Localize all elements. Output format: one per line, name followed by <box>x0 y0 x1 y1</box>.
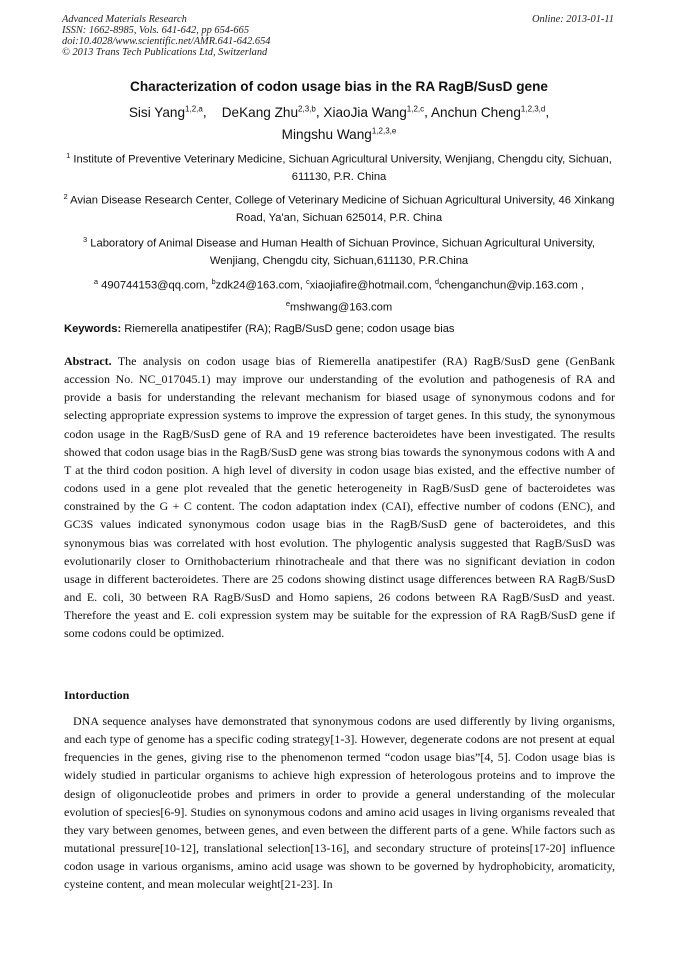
author: Mingshu Wang$^{1,2,3,e}$ <box>281 126 397 143</box>
email[interactable]: zdk24@163.com, <box>215 279 306 292</box>
author: XiaoJia Wang$^{1,2,c}$ <box>323 104 425 120</box>
paper-title: Characterization of codon usage bias in the RA RagB/SusD gene <box>130 79 548 94</box>
abstract-text: The analysis on codon usage bias of Riemerella anatipestifer (RA) RagB/SusD gene (GenBank accession No. NC_017045.1) may improve our understanding of the evolution and pathogenesis of RA and provide a basis for understanding the relevant mechanism for biased usage of synonymous codons and for selecting appropriate expression systems to improve the expression of target genes. In this study, the synonymous codon usage in the RagB/SusD gene of RA and 19 reference bacteroidetes have been investigated. The results showed that codon usage bias in the RagB/SusD gene was strong bias towards the synonymous codons with A and T at the third codon position. A high level of diversity in codon usage bias existed, and the effective number of codons used in a gene plot revealed that the genetic heterogeneity in RagB/SusD gene of bacteroidetes was constrained by the G + C content. The codon adaptation index (CAI), effective number of codons (ENC), and GC3S values indicated synonymous codon usage bias in the RagB/SusD gene of bacteroidetes, and this synonymous bias was correlated with host evolution. The phylogentic analysis suggested that RagB/SusD was evolutionarily closer to Ornithobacterium rhinotracheale and that there was no significant deviation in codon usage in different bacteroidetes. There are 25 codons showing distinct usage differences between RA RagB/SusD and E. coli, 30 between RA RagB/SusD and Homo sapiens, 26 codons between RA RagB/SusD and yeast. Therefore the yeast and E. coli expression system may be suitable for the expression of RA RagB/SusD gene if some codons could be optimized. <box>64 354 615 641</box>
email[interactable]: chenganchun@vip.163.com , <box>439 279 585 292</box>
journal-name: Advanced Materials Research <box>62 14 187 25</box>
author-list: Sisi Yang$^{1,2,a}$, DeKang Zhu$^{2,3,b}$, XiaoJia Wang$^{1,2,c}$, Anchun Cheng$^{1,2,3,d}$, Mingshu Wang$^{1,2,3,e}$ <box>128 104 550 143</box>
affiliation-1: $^1$ Institute of Preventive Veterinary Medicine, Sichuan Agricultural University, Wenjiang, Chengdu city, Sichuan, 611130, P.R. China <box>66 151 612 183</box>
affiliation-3: $^3$ Laboratory of Animal Disease and Human Health of Sichuan Province, Sichuan Agricultural University, Wenjiang, Chengdu city, Sichuan,611130, P.R.China <box>82 235 595 267</box>
email[interactable]: 490744153@qq.com, <box>101 279 212 292</box>
issn-line: ISSN: 1662-8985, Vols. 641-642, pp 654-665 <box>62 25 250 36</box>
author: DeKang Zhu$^{2,3,b}$ <box>221 104 316 120</box>
email[interactable]: mshwang@163.com <box>290 301 393 314</box>
doi-line: doi:10.4028/www.scientific.net/AMR.641-642.654 <box>62 36 271 47</box>
keywords-text: Riemerella anatipestifer (RA); RagB/SusD gene; codon usage bias <box>121 323 455 335</box>
online-date: Online: 2013-01-11 <box>531 14 614 25</box>
email-list: $^a$ 490744153@qq.com, $^b$zdk24@163.com, $^c$xiaojiafire@hotmail.com, $^d$chenganchun@vip.163.com , $^e$mshwang@163.com <box>93 277 585 314</box>
abstract-label: Abstract. <box>64 354 112 368</box>
introduction-text: DNA sequence analyses have demonstrated that synonymous codons are used differently by living organisms, and each type of genome has a specific coding strategy[1-3]. However, degenerate codons are not present at equal frequencies in the genes, giving rise to the phenomenon termed “codon usage bias”[4, 5]. Codon usage bias is widely studied in particular organisms to achieve high expression of heterologous proteins and to improve the design of oligonucleotide probes and primers in order to provide a general understanding of the molecular evolution of species[6-9]. Studies on synonymous codons and amino acid usages in living organisms revealed that they vary between genomes, between genes, and even between the different parts of a gene. While factors such as mutational pressure[10-12], translational selection[13-16], and secondary structure of proteins[17-20] influence codon usage in various organisms, amino acid usage was shown to be governed by hydrophobicity, aromaticity, cysteine content, and mean molecular weight[21-23]. In <box>64 714 615 892</box>
copyright-line: © 2013 Trans Tech Publications Ltd, Switzerland <box>62 47 268 58</box>
keywords-label: Keywords: <box>64 323 122 335</box>
journal-header <box>62 14 270 58</box>
author: Anchun Cheng$^{1,2,3,d}$ <box>430 104 546 120</box>
section-heading-introduction: Intorduction <box>64 688 130 702</box>
email[interactable]: xiaojiafire@hotmail.com, <box>309 279 435 292</box>
abstract <box>64 352 615 643</box>
affiliation-2: $^2$ Avian Disease Research Center, College of Veterinary Medicine of Sichuan Agricultural University, 46 Xinkang Road, Ya'an, Sichuan 625014, P.R. China <box>63 192 615 224</box>
author: Sisi Yang$^{1,2,a}$ <box>128 104 203 120</box>
keywords <box>64 323 619 335</box>
